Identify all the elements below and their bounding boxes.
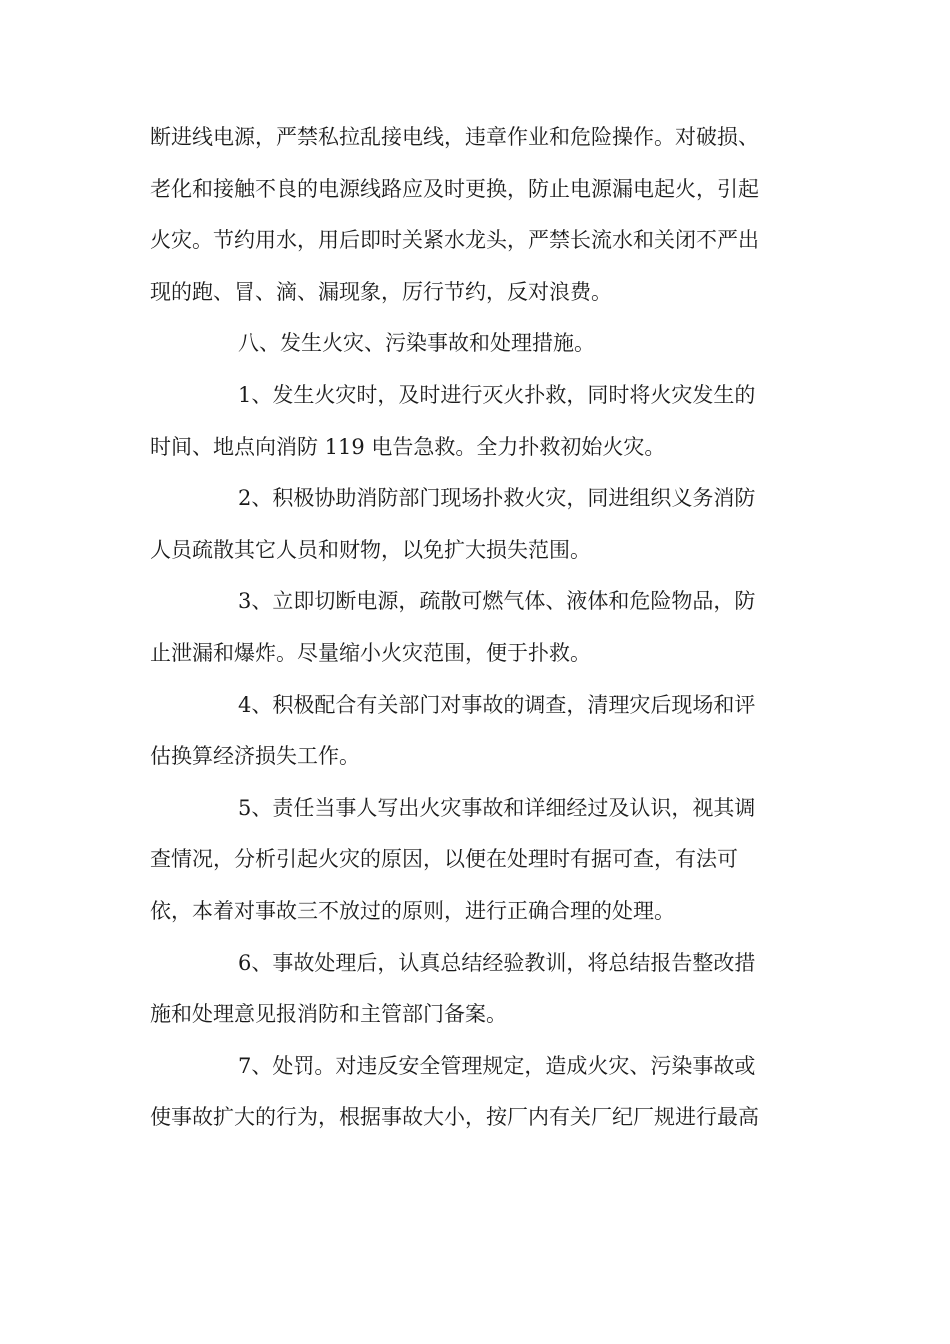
section-heading: 八、发生火灾、污染事故和处理措施。 (238, 331, 595, 356)
text-line: 断进线电源，严禁私拉乱接电线，违章作业和危险操作。对破损、 (150, 125, 759, 149)
list-item-2-line-2: 人员疏散其它人员和财物，以免扩大损失范围。 (150, 537, 591, 562)
list-item-6-line-2: 施和处理意见报消防和主管部门备案。 (150, 1002, 507, 1027)
list-item-1-line-2: 时间、地点向消防 119 电告急救。全力扑救初始火灾。 (150, 434, 666, 459)
list-item-5-line-3: 依，本着对事故三不放过的原则，进行正确合理的处理。 (150, 898, 675, 923)
list-item-7-line-2: 使事故扩大的行为，根据事故大小，按厂内有关厂纪厂规进行最高 (150, 1105, 759, 1130)
list-item-1-line-1: 1、发生火灾时，及时进行灭火扑救，同时将火灾发生的 (238, 382, 756, 407)
body-text (150, 112, 800, 1144)
list-item-3-line-2: 止泄漏和爆炸。尽量缩小火灾范围，便于扑救。 (150, 640, 591, 665)
list-item-2-line-1: 2、积极协助消防部门现场扑救火灾，同进组织义务消防 (238, 486, 756, 511)
list-item-5-line-1: 5、责任当事人写出火灾事故和详细经过及认识，视其调 (238, 795, 756, 820)
text-line: 老化和接触不良的电源线路应及时更换，防止电源漏电起火，引起 (150, 176, 759, 201)
list-item-6-line-1: 6、事故处理后，认真总结经验教训，将总结报告整改措 (238, 950, 756, 975)
list-item-5-line-2: 查情况，分析引起火灾的原因，以便在处理时有据可查，有法可 (150, 847, 738, 872)
list-item-3-line-1: 3、立即切断电源，疏散可燃气体、液体和危险物品，防 (238, 589, 756, 614)
list-item-7-line-1: 7、处罚。对违反安全管理规定，造成火灾、污染事故或 (238, 1053, 756, 1078)
list-item-4-line-2: 估换算经济损失工作。 (150, 744, 360, 769)
text-line: 现的跑、冒、滴、漏现象，厉行节约，反对浪费。 (150, 279, 612, 304)
list-item-4-line-1: 4、积极配合有关部门对事故的调查，清理灾后现场和评 (238, 692, 756, 717)
text-line: 火灾。节约用水，用后即时关紧水龙头，严禁长流水和关闭不严出 (150, 228, 759, 253)
